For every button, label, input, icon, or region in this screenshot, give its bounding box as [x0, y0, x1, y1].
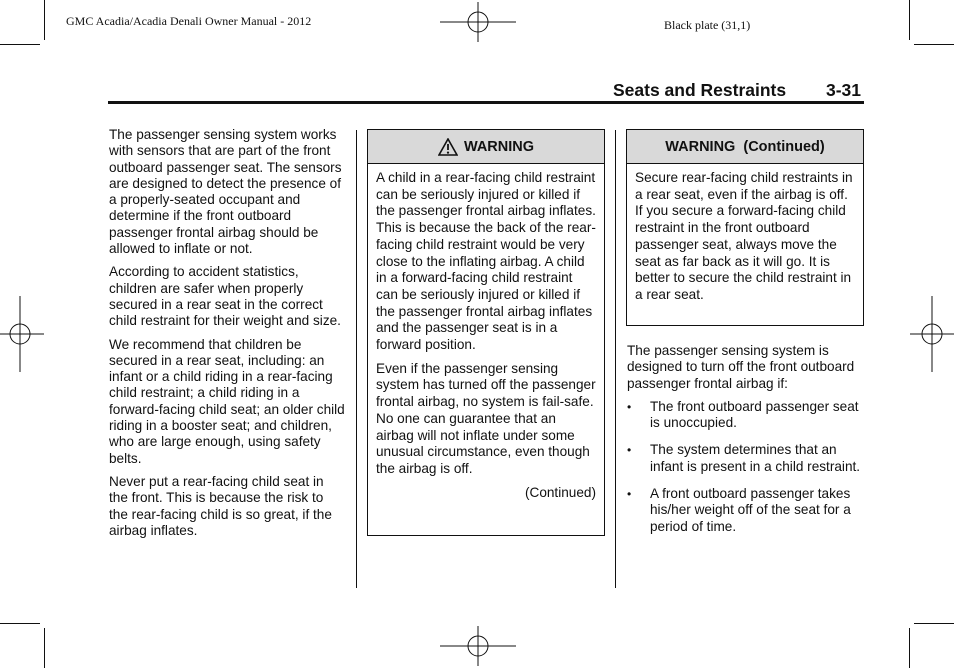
warning-body	[368, 164, 604, 501]
section-title: Seats and Restraints	[613, 80, 787, 100]
crop-mark	[909, 628, 910, 668]
page-number: 3-31	[826, 80, 862, 100]
warning-box	[367, 129, 605, 536]
column-divider	[356, 130, 357, 588]
warning-title: WARNING	[463, 138, 535, 155]
paragraph: The passenger sensing system is designed to turn off the front outboard passenger frontal airbag if:	[627, 343, 855, 391]
registration-mark-bottom-icon	[440, 626, 516, 666]
paragraph: Secure rear-facing child restraints in a rear seat, even if the airbag is off. If you secure a forward-facing child restraint in the front outboard passenger seat, always move the seat as far back as it will go. It is better to secure the child restraint in a rear seat.	[635, 170, 853, 302]
paragraph: We recommend that children be secured in a rear seat, including: an infant or a child riding in a rear-facing child restraint; a child riding in a forward-facing child seat; an older child riding in a booster seat; and children, who are large enough, using safety belts.	[109, 336, 345, 466]
crop-mark	[44, 0, 45, 40]
paragraph: Even if the passenger sensing system has turned off the passenger frontal airbag, no system is fail-safe. No one can guarantee that an airbag will not inflate under some unusual circumstance, even though the airbag is off.	[376, 360, 596, 476]
crop-mark	[0, 44, 40, 45]
registration-mark-left-icon	[0, 296, 44, 372]
column-3-text	[627, 343, 863, 541]
paragraph: The passenger sensing system works with sensors that are part of the front outboard passenger seat. The sensors are designed to detect the presence of a properly-seated occupant and determine if the front outboard passenger frontal airbag should be allowed to inflate or not.	[109, 127, 342, 257]
paragraph: According to accident statistics, children are safer when properly secured in a rear seat in the correct child restraint for their weight and size.	[109, 264, 341, 329]
crop-mark	[909, 0, 910, 40]
crop-mark	[914, 623, 954, 624]
paragraph: Never put a rear-facing child seat in the front. This is because the risk to the rear-facing child is so great, if the airbag inflates.	[109, 473, 332, 538]
crop-mark	[914, 44, 954, 45]
column-divider	[615, 130, 616, 588]
crop-mark	[0, 623, 40, 624]
column-1	[109, 127, 345, 546]
bullet-list	[627, 399, 863, 535]
warning-continued-title: WARNING (Continued)	[665, 138, 825, 155]
warning-triangle-icon	[438, 138, 458, 156]
warning-continued-header	[627, 130, 863, 164]
warning-continued-box	[626, 129, 864, 326]
list-item: • The system determines that an infant is present in a child restraint.	[627, 442, 863, 475]
paragraph: A child in a rear-facing child restraint can be seriously injured or killed if the passenger frontal airbag inflates. This is because the back of the rear-facing child restraint would be very close to the inflating airbag. A child in a forward-facing child restraint can be seriously injured or killed if the passenger frontal airbag inflates and the passenger seat is in a forward position.	[376, 170, 596, 353]
plate-label-left: GMC Acadia/Acadia Denali Owner Manual - 2012	[66, 14, 312, 28]
registration-mark-right-icon	[910, 296, 954, 372]
header-rule	[108, 101, 864, 104]
list-item: • The front outboard passenger seat is unoccupied.	[627, 399, 863, 432]
continued-label: (Continued)	[524, 484, 596, 500]
warning-header	[368, 130, 604, 164]
registration-mark-top-icon	[440, 2, 516, 42]
warning-continued-body	[627, 164, 863, 304]
crop-mark	[44, 628, 45, 668]
plate-label-right: Black plate (31,1)	[664, 18, 751, 32]
list-item: • A front outboard passenger takes his/her weight off of the seat for a period of time.	[627, 486, 863, 535]
